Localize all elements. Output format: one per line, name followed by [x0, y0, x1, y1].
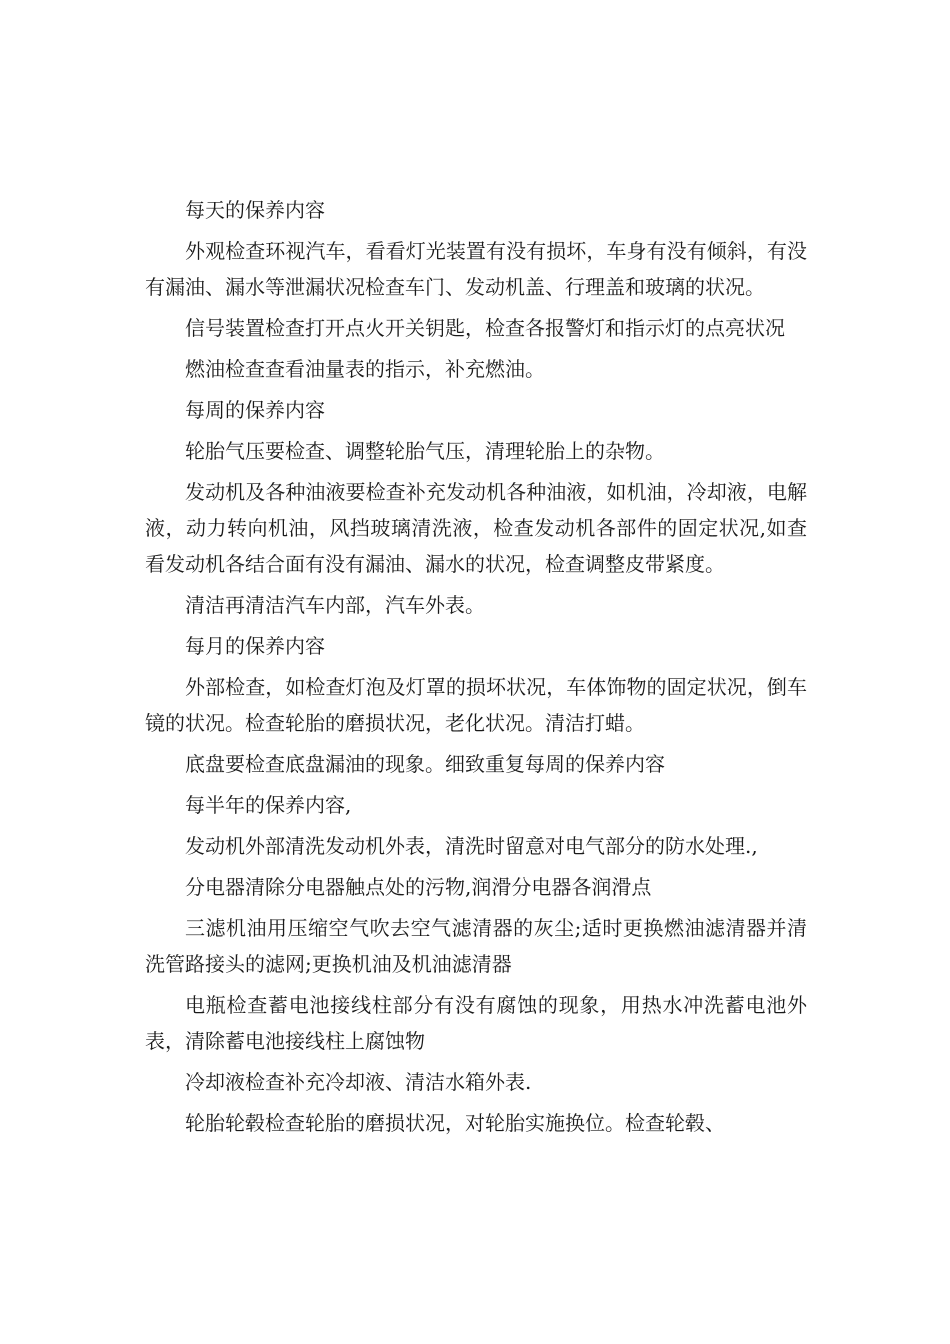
paragraph-coolant: 冷却液检查补充冷却液、清洁水箱外表.: [185, 1070, 532, 1094]
paragraph-chassis: 底盘要检查底盘漏油的现象。细致重复每周的保养内容: [185, 752, 665, 776]
section-heading-monthly: 每月的保养内容: [185, 634, 325, 658]
paragraph-exterior-check: 外观检查环视汽车，看看灯光装置有没有损坏，车身有没有倾斜，有没有漏油、漏水等泄漏状况检查车门、发动机盖、行理盖和玻璃的状况。: [145, 239, 807, 299]
document-body: [145, 192, 807, 1146]
section-heading-half-year: 每半年的保养内容,: [185, 793, 352, 817]
paragraph-battery: 电瓶检查蓄电池接线柱部分有没有腐蚀的现象，用热水冲洗蓄电池外表，清除蓄电池接线柱上腐蚀物: [145, 993, 807, 1053]
paragraph-exterior-inspection: 外部检查，如检查灯泡及灯罩的损坏状况，车体饰物的固定状况，倒车镜的状况。检查轮胎的磨损状况，老化状况。清洁打蜡。: [145, 675, 807, 735]
paragraph-engine-wash: 发动机外部清洗发动机外表，清洗时留意对电气部分的防水处理.,: [185, 834, 758, 858]
paragraph-engine-fluids: 发动机及各种油液要检查补充发动机各种油液，如机油，冷却液，电解液，动力转向机油，风挡玻璃清洗液，检查发动机各部件的固定状况,如查看发动机各结合面有没有漏油、漏水的状况，检查调整皮带紧度。: [145, 480, 807, 576]
paragraph-filters: 三滤机油用压缩空气吹去空气滤清器的灰尘;适时更换燃油滤清器并清洗管路接头的滤网;更换机油及机油滤清器: [145, 916, 807, 976]
paragraph-tire-pressure: 轮胎气压要检查、调整轮胎气压，清理轮胎上的杂物。: [185, 439, 665, 463]
paragraph-cleaning: 清洁再清洁汽车内部，汽车外表。: [185, 593, 485, 617]
section-heading-daily: 每天的保养内容: [185, 198, 325, 222]
paragraph-distributor: 分电器清除分电器触点处的污物,润滑分电器各润滑点: [185, 875, 652, 899]
paragraph-fuel-check: 燃油检查查看油量表的指示，补充燃油。: [185, 357, 545, 381]
section-heading-weekly: 每周的保养内容: [185, 398, 325, 422]
paragraph-tires-wheels: 轮胎轮毂检查轮胎的磨损状况，对轮胎实施换位。检查轮毂、: [185, 1111, 725, 1135]
paragraph-signal-check: 信号装置检查打开点火开关钥匙，检查各报警灯和指示灯的点亮状况: [185, 316, 785, 340]
